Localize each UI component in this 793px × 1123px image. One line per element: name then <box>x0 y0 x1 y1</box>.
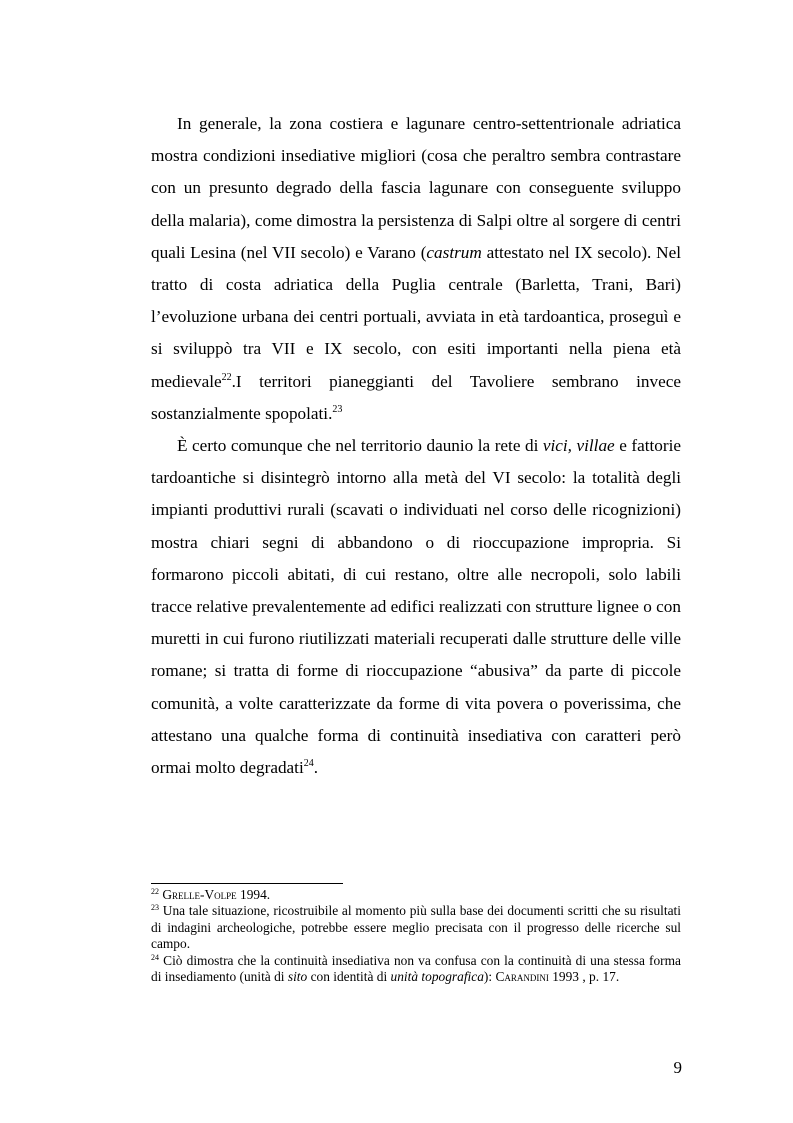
p1-text-1: In generale, la zona costiera e lagunare centro-settentrionale adriatica mostra condizioni insediative migliori (cosa che peraltro sembra contrastare con un presunto degrado della fascia lagunare con conseguente sviluppo della malaria), come dimostra la persistenza di Salpi oltre al sorgere di centri quali Lesina (nel VII secolo) e Varano ( <box>151 114 681 262</box>
footnote-24-sito: sito <box>287 969 308 985</box>
footnotes <box>151 887 681 985</box>
footnote-22-author: Grelle-Volpe <box>162 887 237 902</box>
castrum-term: castrum <box>426 242 482 262</box>
footnote-ref-22[interactable]: 22 <box>221 371 232 383</box>
footnote-22-text: 1994. <box>236 887 271 902</box>
footnote-24 <box>151 953 681 986</box>
footnote-24-unita: unità topografica <box>390 969 484 985</box>
footnote-24-number: 24 <box>151 952 159 962</box>
paragraph-2 <box>151 430 681 784</box>
footnote-ref-23[interactable]: 23 <box>332 403 343 415</box>
footnote-separator <box>151 883 343 884</box>
footnote-24-author: Carandini <box>495 969 549 985</box>
footnote-23-text: Una tale situazione, ricostruibile al momento più sulla base dei documenti scritti che su risultati di indagini archeologiche, potrebbe essere meglio precisata con il progresso delle ricerche sul campo. <box>151 903 681 952</box>
footnote-24-text-1: Ciò dimostra che la continuità insediativa non va confusa con la continuità di una stessa forma di insediamento (unità di <box>151 952 681 985</box>
footnote-23 <box>151 903 681 952</box>
footnote-23-number: 23 <box>151 903 159 913</box>
p1-text-3: .I territori pianeggianti del Tavoliere sembrano invece sostanzialmente spopolati. <box>151 371 681 423</box>
p2-text-3: . <box>313 758 319 778</box>
paragraph-1 <box>151 108 681 430</box>
main-text <box>151 108 681 784</box>
p2-text-1: È certo comunque che nel territorio daunio la rete di <box>177 436 543 456</box>
footnote-24-text-4: 1993 , p. 17. <box>548 969 620 985</box>
p2-text-2: e fattorie tardoantiche si disintegrò intorno alla metà del VI secolo: la totalità degli impianti produttivi rurali (scavati o individuati nel corso delle ricognizioni) mostra chiari segni di abbandono o di rioccupazione impropria. Si formarono piccoli abitati, di cui restano, oltre alle necropoli, solo labili tracce relative prevalentemente ad edifici realizzati con strutture lignee o con muretti in cui furono riutilizzati materiali recuperati dalle strutture delle ville romane; si tratta di forme di rioccupazione “abusiva” da parte di piccole comunità, a volte caratterizzate da forme di vita povera o poverissima, che attestano una qualche forma di continuità insediativa con caratteri però ormai molto degradati <box>151 436 681 778</box>
footnote-22-number: 22 <box>151 887 159 896</box>
footnote-24-text-3: ): <box>483 969 496 985</box>
vici-villae-term: vici, villae <box>542 436 615 456</box>
p1-text-2: attestato nel IX secolo). Nel tratto di costa adriatica della Puglia centrale (Barletta, Trani, Bari) l’evoluzione urbana dei centri portuali, avviata in età tardoantica, proseguì e si sviluppò tra VII e IX secolo, con esiti importanti nella piena età medievale <box>151 242 681 391</box>
page-number: 9 <box>673 1058 682 1077</box>
footnote-24-text-2: con identità di <box>307 969 391 985</box>
footnote-ref-24[interactable]: 24 <box>303 758 314 770</box>
footnote-22 <box>151 887 681 903</box>
